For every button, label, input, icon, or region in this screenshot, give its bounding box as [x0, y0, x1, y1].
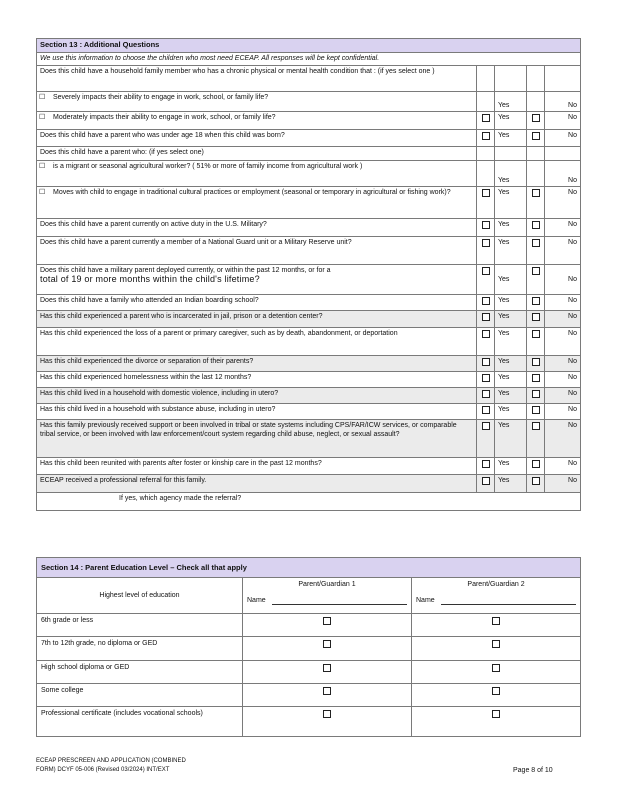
yes-label: Yes — [495, 475, 527, 493]
name-label: Name — [247, 597, 266, 604]
yes-label: Yes — [495, 161, 527, 187]
question-row — [37, 475, 581, 493]
bullet-icon: ☐ — [39, 163, 46, 170]
question-row — [37, 420, 581, 458]
header-highest-education: Highest level of education — [37, 578, 243, 614]
question-row — [37, 372, 581, 388]
checkbox-icon[interactable] — [492, 664, 500, 672]
checkbox-icon[interactable] — [532, 189, 540, 197]
question-row — [37, 187, 581, 219]
section-13-table — [36, 38, 581, 511]
no-label: No — [545, 311, 581, 328]
question-row — [37, 328, 581, 356]
name-field-pg1[interactable] — [247, 596, 407, 605]
no-label: No — [545, 112, 581, 130]
no-label: No — [545, 420, 581, 458]
question-parent-under18: Does this child have a parent who was under age 18 when this child was born? — [37, 130, 477, 147]
bullet-icon: ☐ — [39, 114, 46, 121]
checkbox-icon[interactable] — [492, 640, 500, 648]
question-referral: ECEAP received a professional referral for this family. — [37, 475, 477, 493]
question-active-duty: Does this child have a parent currently on active duty in the U.S. Military? — [37, 219, 477, 237]
question-row — [37, 311, 581, 328]
yes-label: Yes — [495, 92, 527, 112]
checkbox-icon[interactable] — [482, 132, 490, 140]
no-label: No — [545, 388, 581, 404]
education-option: High school diploma or GED — [37, 661, 243, 684]
checkbox-icon[interactable] — [482, 221, 490, 229]
checkbox-icon[interactable] — [532, 390, 540, 398]
yes-label: Yes — [495, 265, 527, 295]
checkbox-icon[interactable] — [482, 460, 490, 468]
checkbox-icon[interactable] — [532, 330, 540, 338]
checkbox-icon[interactable] — [532, 358, 540, 366]
question-loss: Has this child experienced the loss of a parent or primary caregiver, such as by death, abandonment, or deportation — [37, 328, 477, 356]
yes-label: Yes — [495, 187, 527, 219]
no-label: No — [545, 187, 581, 219]
question-row — [37, 404, 581, 420]
checkbox-icon[interactable] — [482, 330, 490, 338]
no-label: No — [545, 295, 581, 311]
bullet-icon: ☐ — [39, 189, 46, 196]
yes-label: Yes — [495, 356, 527, 372]
question-row — [37, 147, 581, 161]
checkbox-icon[interactable] — [323, 710, 331, 718]
no-label: No — [545, 372, 581, 388]
checkbox-icon[interactable] — [532, 313, 540, 321]
no-label: No — [545, 404, 581, 420]
question-agency[interactable]: If yes, which agency made the referral? — [37, 493, 581, 511]
yes-label: Yes — [495, 295, 527, 311]
question-boarding: Does this child have a family who attended an Indian boarding school? — [37, 295, 477, 311]
checkbox-icon[interactable] — [482, 239, 490, 247]
header-parent-guardian-1: Parent/Guardian 1 — [298, 581, 356, 588]
yes-label: Yes — [495, 404, 527, 420]
checkbox-icon[interactable] — [532, 132, 540, 140]
checkbox-icon[interactable] — [482, 297, 490, 305]
question-chronic: Does this child have a household family member who has a chronic physical or mental health condition that : (if yes select one ) — [37, 66, 477, 92]
section-14-title: Section 14 : Parent Education Level – Check all that apply — [37, 558, 581, 578]
education-option: 7th to 12th grade, no diploma or GED — [37, 637, 243, 661]
name-label: Name — [416, 597, 435, 604]
education-option: 6th grade or less — [37, 614, 243, 637]
question-reunited: Has this child been reunited with parents after foster or kinship care in the past 12 months? — [37, 458, 477, 475]
no-label: No — [545, 219, 581, 237]
question-domestic: Has this child lived in a household with domestic violence, including in utero? — [37, 388, 477, 404]
question-parent-who: Does this child have a parent who: (if yes select one) — [37, 147, 477, 161]
question-row — [37, 130, 581, 147]
checkbox-icon[interactable] — [323, 617, 331, 625]
question-migrant: is a migrant or seasonal agricultural worker? ( 51% or more of family income from agricultural work ) — [53, 163, 363, 170]
no-label: No — [545, 328, 581, 356]
checkbox-icon[interactable] — [532, 460, 540, 468]
question-incarcerated: Has this child experienced a parent who is incarcerated in jail, prison or a detention center? — [37, 311, 477, 328]
question-row — [37, 388, 581, 404]
question-divorce: Has this child experienced the divorce or separation of their parents? — [37, 356, 477, 372]
checkbox-icon[interactable] — [532, 267, 540, 275]
no-label: No — [545, 356, 581, 372]
checkbox-icon[interactable] — [532, 422, 540, 430]
checkbox-icon[interactable] — [482, 477, 490, 485]
checkbox-icon[interactable] — [492, 687, 500, 695]
checkbox-icon[interactable] — [532, 477, 540, 485]
question-row — [37, 493, 581, 511]
no-label: No — [545, 161, 581, 187]
question-row — [37, 458, 581, 475]
no-label: No — [545, 92, 581, 112]
education-option: Some college — [37, 684, 243, 707]
section-13-note: We use this information to choose the children who most need ECEAP. All responses will be kept confidential. — [37, 53, 581, 66]
question-deployed: Does this child have a military parent deployed currently, or within the past 12 months, or for a — [40, 267, 331, 274]
question-row — [37, 219, 581, 237]
no-label: No — [545, 237, 581, 265]
checkbox-icon[interactable] — [532, 374, 540, 382]
yes-label: Yes — [495, 311, 527, 328]
checkbox-icon[interactable] — [323, 640, 331, 648]
question-tribal: Has this family previously received support or been involved in tribal or state systems including CPS/FAR/ICW services, or comparable tribal service, or been involved with law enforcement/court system regarding child abuse, neglect, or sexual assault? — [37, 420, 477, 458]
question-homeless: Has this child experienced homelessness within the last 12 months? — [37, 372, 477, 388]
question-moves: Moves with child to engage in traditional cultural practices or employment (seasonal or temporary in agricultural or fishing work)? — [53, 189, 451, 196]
question-row — [37, 161, 581, 187]
checkbox-icon[interactable] — [492, 617, 500, 625]
footer-line-2: FORM) DCYF 05-006 (Revised 03/2024) INT/EXT — [36, 767, 170, 773]
question-chronic-severe: Severely impacts their ability to engage in work, school, or family life? — [53, 94, 269, 101]
checkbox-icon[interactable] — [323, 664, 331, 672]
question-chronic-moderate: Moderately impacts their ability to engage in work, school, or family life? — [53, 114, 276, 121]
no-label: No — [545, 130, 581, 147]
question-row — [37, 356, 581, 372]
checkbox-icon[interactable] — [482, 313, 490, 321]
question-deployed-lifetime: total of 19 or more months within the child's lifetime? — [40, 274, 260, 284]
form-id-footer — [36, 757, 186, 775]
yes-label: Yes — [495, 458, 527, 475]
yes-label: Yes — [495, 130, 527, 147]
section-13-title: Section 13 : Additional Questions — [37, 39, 581, 53]
question-row — [37, 265, 581, 295]
question-guard: Does this child have a parent currently a member of a National Guard unit or a Military Reserve unit? — [37, 237, 477, 265]
checkbox-icon[interactable] — [482, 422, 490, 430]
yes-label: Yes — [495, 420, 527, 458]
page-number: Page 8 of 10 — [513, 767, 553, 774]
question-row — [37, 295, 581, 311]
question-row — [37, 237, 581, 265]
bullet-icon: ☐ — [39, 94, 46, 101]
no-label: No — [545, 458, 581, 475]
no-label: No — [545, 475, 581, 493]
checkbox-icon[interactable] — [323, 687, 331, 695]
checkbox-icon[interactable] — [532, 114, 540, 122]
question-row — [37, 66, 581, 92]
section-14-table — [36, 557, 581, 737]
question-row — [37, 112, 581, 130]
checkbox-icon[interactable] — [532, 297, 540, 305]
question-row — [37, 92, 581, 112]
checkbox-icon[interactable] — [482, 390, 490, 398]
checkbox-icon[interactable] — [482, 406, 490, 414]
checkbox-icon[interactable] — [482, 358, 490, 366]
yes-label: Yes — [495, 388, 527, 404]
yes-label: Yes — [495, 219, 527, 237]
checkbox-icon[interactable] — [482, 267, 490, 275]
yes-label: Yes — [495, 328, 527, 356]
checkbox-icon[interactable] — [482, 114, 490, 122]
no-label: No — [545, 265, 581, 295]
education-option: Professional certificate (includes vocational schools) — [37, 707, 243, 737]
checkbox-icon[interactable] — [532, 239, 540, 247]
checkbox-icon[interactable] — [492, 710, 500, 718]
checkbox-icon[interactable] — [482, 374, 490, 382]
header-parent-guardian-2: Parent/Guardian 2 — [467, 581, 525, 588]
footer-line-1: ECEAP PRESCREEN AND APPLICATION (COMBINED — [36, 758, 186, 764]
name-field-pg2[interactable] — [416, 596, 576, 605]
yes-label: Yes — [495, 372, 527, 388]
question-substance: Has this child lived in a household with substance abuse, including in utero? — [37, 404, 477, 420]
checkbox-icon[interactable] — [532, 406, 540, 414]
checkbox-icon[interactable] — [482, 189, 490, 197]
yes-label: Yes — [495, 112, 527, 130]
checkbox-icon[interactable] — [532, 221, 540, 229]
yes-label: Yes — [495, 237, 527, 265]
